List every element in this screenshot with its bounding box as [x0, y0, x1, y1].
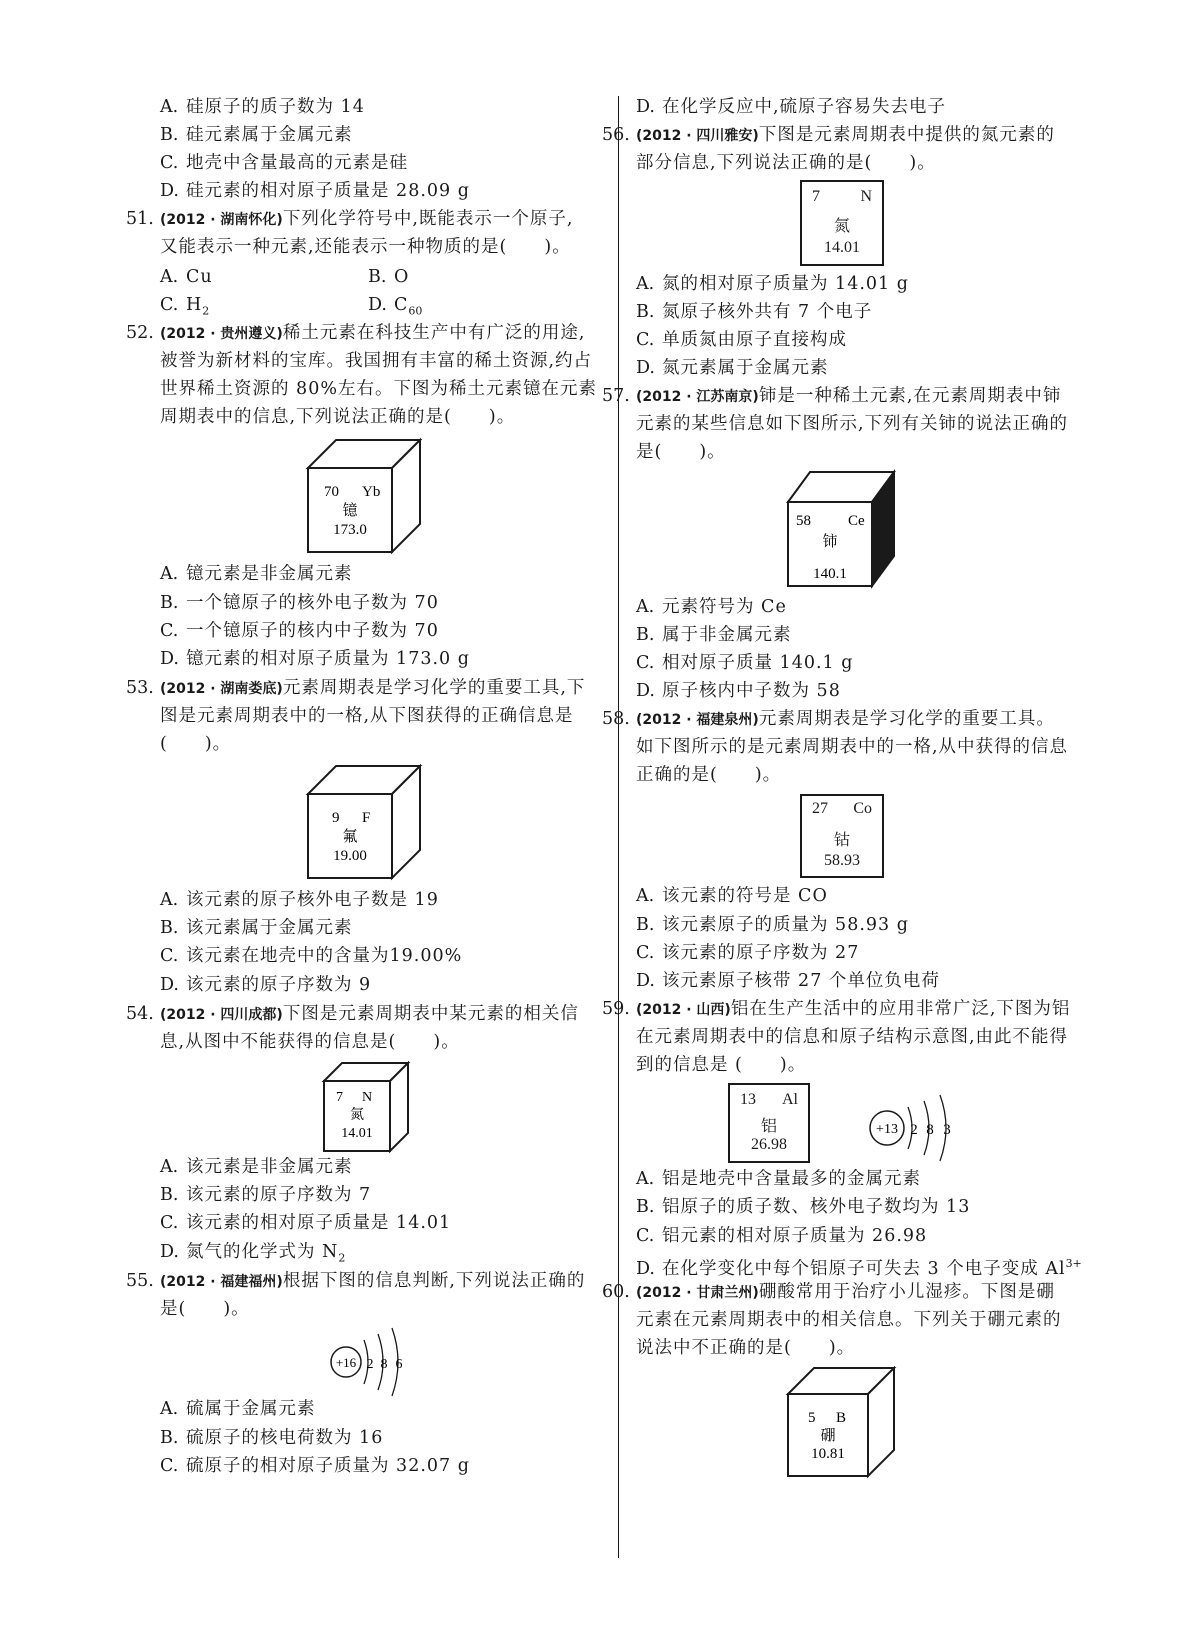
q53-source: (2012 · 湖南娄底)	[160, 681, 283, 697]
option-letter: A.	[160, 97, 179, 117]
option-text: 该元素原子的质量为 58.93 g	[662, 915, 909, 935]
q59-atom-structure-diagram	[868, 1094, 960, 1164]
q52-element-cube	[306, 438, 424, 556]
option-text: 硅元素的相对原子质量是 28.09 g	[186, 181, 470, 201]
option-letter: D.	[368, 295, 387, 315]
element-number: 7	[812, 188, 820, 205]
element-mass: 14.01	[341, 1126, 373, 1141]
q53-number: 53.	[126, 678, 154, 698]
option-text: 硅原子的质子数为 14	[186, 97, 365, 117]
q52-stem-line1	[160, 322, 585, 345]
q53-option-c	[160, 945, 462, 967]
q54-option-a	[160, 1156, 353, 1178]
q53-stem-line2: 图是元素周期表中的一格,从下图获得的正确信息是	[160, 706, 574, 726]
q53-stem-line1	[160, 677, 585, 700]
option-text: 一个镱原子的核外电子数为 70	[186, 593, 439, 613]
shell-electron-count: 2	[366, 1357, 374, 1372]
q57-element-cube	[786, 470, 898, 588]
q58-option-b	[636, 914, 909, 936]
element-name: 钴	[833, 832, 850, 849]
stem-text: 铝在生产生活中的应用非常广泛,下图为铝	[730, 999, 1071, 1019]
q56-stem-line1	[636, 124, 1055, 147]
option-text: Cu	[186, 267, 213, 287]
option-letter: D.	[160, 1242, 179, 1262]
q60-stem-line1	[636, 1281, 1055, 1304]
superscript: 3+	[1065, 1257, 1082, 1270]
option-letter: D.	[636, 358, 655, 378]
option-letter: C.	[160, 1213, 179, 1233]
q54-stem-line1	[160, 1003, 579, 1026]
q52-stem-line2: 被誉为新材料的宝库。我国拥有丰富的稀土资源,约占	[160, 351, 593, 371]
q52-option-d	[160, 648, 470, 670]
q50-option-c	[160, 152, 408, 174]
q59-stem-line2: 在元素周期表中的信息和原子结构示意图,由此不能得	[636, 1027, 1069, 1047]
element-symbol: Ce	[848, 513, 865, 529]
element-number: 13	[740, 1091, 756, 1108]
option-text: 属于非金属元素	[662, 625, 792, 645]
q57-stem-line2: 元素的某些信息如下图所示,下列有关铈的说法正确的	[636, 414, 1069, 434]
element-symbol: N	[362, 1090, 373, 1105]
q50-option-a	[160, 96, 365, 118]
option-letter: C.	[636, 330, 655, 350]
q52-option-b	[160, 592, 439, 614]
option-text: H	[186, 295, 203, 315]
q50-option-d	[160, 180, 470, 202]
stem-text: 元素周期表是学习化学的重要工具。	[758, 709, 1055, 729]
option-letter: B.	[160, 1428, 179, 1448]
option-letter: C.	[160, 153, 179, 173]
element-symbol: F	[362, 810, 371, 826]
stem-text: 元素周期表是学习化学的重要工具,下	[282, 678, 586, 698]
stem-text: 硼酸常用于治疗小儿湿疹。下图是硼	[758, 1282, 1055, 1302]
q59-option-b	[636, 1196, 970, 1218]
option-letter: A.	[636, 886, 655, 906]
option-letter: D.	[636, 681, 655, 701]
option-letter: A.	[160, 890, 179, 910]
option-text: 硫原子的核电荷数为 16	[186, 1428, 384, 1448]
shell-electron-count: 8	[926, 1122, 934, 1138]
q57-stem-line3: 是( )。	[636, 442, 726, 462]
option-text: 在化学变化中每个铝原子可失去 3 个电子变成 Al	[662, 1258, 1066, 1279]
element-name: 镱	[342, 503, 358, 519]
q53-option-d	[160, 974, 371, 996]
element-mass: 10.81	[811, 1446, 845, 1462]
shell-electron-count: 8	[380, 1357, 388, 1372]
nucleus-charge: +16	[335, 1355, 357, 1370]
q55-source: (2012 · 福建福州)	[160, 1274, 283, 1290]
q57-option-d	[636, 680, 841, 702]
q51-source: (2012 · 湖南怀化)	[160, 212, 283, 228]
option-letter: D.	[636, 1258, 655, 1279]
nucleus-charge: +13	[876, 1122, 898, 1137]
element-mass: 26.98	[751, 1136, 787, 1153]
option-text: 地壳中含量最高的元素是硅	[186, 153, 408, 173]
option-text: 元素符号为 Ce	[662, 597, 787, 617]
option-letter: C.	[160, 295, 179, 315]
element-symbol: Al	[782, 1091, 798, 1108]
element-number: 27	[812, 800, 828, 817]
option-text: 镱元素是非金属元素	[186, 564, 353, 584]
option-text: 相对原子质量 140.1 g	[662, 653, 854, 673]
q59-element-card	[728, 1083, 810, 1163]
subscript: 2	[338, 1251, 346, 1265]
q54-element-cube	[322, 1061, 410, 1153]
option-text: 该元素的原子核外电子数是 19	[186, 890, 439, 910]
q59-stem-line3: 到的信息是 ( )。	[636, 1055, 807, 1075]
q51-stem-line1	[160, 208, 573, 231]
option-letter: A.	[160, 1157, 179, 1177]
option-letter: B.	[160, 918, 179, 938]
q54-option-d	[160, 1241, 345, 1270]
q56-element-card	[800, 180, 884, 266]
q57-stem-line1	[636, 385, 1061, 408]
element-header	[802, 800, 882, 818]
q51-stem-line2: 又能表示一种元素,还能表示一种物质的是( )。	[160, 237, 571, 257]
q52-option-a	[160, 563, 353, 585]
q55-stem-line1	[160, 1270, 585, 1293]
element-number: 9	[332, 810, 340, 826]
element-mass: 173.0	[333, 522, 367, 538]
element-symbol: Yb	[362, 484, 381, 500]
subscript: 2	[202, 304, 210, 318]
q58-stem-line3: 正确的是( )。	[636, 765, 782, 785]
option-text: 铝元素的相对原子质量为 26.98	[662, 1226, 928, 1246]
option-letter: C.	[636, 1226, 655, 1246]
q60-stem-line2: 元素在元素周期表中的相关信息。下列关于硼元素的	[636, 1310, 1062, 1330]
q59-option-c	[636, 1225, 927, 1247]
element-symbol: B	[836, 1410, 847, 1426]
q56-source: (2012 · 四川雅安)	[636, 128, 759, 144]
stem-text: 下图是元素周期表中提供的氮元素的	[758, 125, 1055, 145]
q55-option-b	[160, 1427, 383, 1449]
q52-stem-line3: 世界稀土资源的 80%左右。下图为稀土元素镱在元素	[160, 379, 597, 399]
q51-option-c	[160, 294, 209, 323]
q55-number: 55.	[126, 1271, 154, 1291]
shell-electron-count: 2	[910, 1122, 918, 1138]
option-letter: B.	[636, 625, 655, 645]
q57-option-c	[636, 652, 853, 674]
q56-option-a	[636, 273, 909, 295]
element-name: 铈	[822, 534, 838, 550]
q58-stem-line2: 如下图所示的是元素周期表中的一格,从中获得的信息	[636, 737, 1069, 757]
option-letter: C.	[160, 1456, 179, 1476]
element-number: 5	[808, 1410, 816, 1426]
element-name: 铝	[760, 1118, 777, 1135]
element-header	[802, 188, 882, 206]
q60-source: (2012 · 甘肃兰州)	[636, 1285, 759, 1301]
q57-option-b	[636, 624, 792, 646]
element-header	[730, 1091, 808, 1109]
element-number: 58	[796, 513, 811, 529]
element-name: 硼	[820, 1428, 836, 1444]
element-name: 氮	[350, 1108, 364, 1123]
q57-number: 57.	[602, 386, 630, 406]
option-text: 该元素原子核带 27 个单位负电荷	[662, 971, 940, 991]
option-text: 该元素的原子序数为 27	[662, 943, 860, 963]
option-text: 硫原子的相对原子质量为 32.07 g	[186, 1456, 470, 1476]
q50-option-b	[160, 124, 353, 146]
q56-option-d	[636, 357, 829, 379]
q59-option-a	[636, 1168, 921, 1190]
option-letter: C.	[636, 943, 655, 963]
q58-option-a	[636, 885, 828, 907]
option-text: 在化学反应中,硫原子容易失去电子	[662, 97, 947, 117]
q58-number: 58.	[602, 709, 630, 729]
option-letter: C.	[160, 621, 179, 641]
option-text: 氮的相对原子质量为 14.01 g	[662, 274, 909, 294]
q60-element-cube	[786, 1366, 898, 1478]
q55-option-c	[160, 1455, 470, 1477]
q52-stem-line4: 周期表中的信息,下列说法正确的是( )。	[160, 407, 516, 427]
element-mass: 14.01	[824, 239, 860, 256]
q56-number: 56.	[602, 125, 630, 145]
element-mass: 140.1	[813, 566, 847, 582]
option-letter: B.	[636, 915, 655, 935]
option-text: 原子核内中子数为 58	[662, 681, 841, 701]
element-mass: 58.93	[824, 852, 860, 869]
option-letter: A.	[636, 274, 655, 294]
element-name: 氟	[342, 829, 358, 845]
q53-option-a	[160, 889, 439, 911]
q59-number: 59.	[602, 999, 630, 1019]
q55-stem-line2: 是( )。	[160, 1299, 250, 1319]
option-letter: D.	[160, 649, 179, 669]
option-text: 单质氮由原子直接构成	[662, 330, 847, 350]
q51-option-d	[368, 294, 422, 323]
option-text: 该元素属于金属元素	[186, 918, 353, 938]
option-letter: D.	[160, 181, 179, 201]
option-letter: A.	[160, 1399, 179, 1419]
q52-number: 52.	[126, 323, 154, 343]
shell-electron-count: 3	[943, 1122, 951, 1138]
stem-text: 下列化学符号中,既能表示一个原子,	[282, 209, 574, 229]
element-mass: 19.00	[333, 848, 367, 864]
option-text: 镱元素的相对原子质量为 173.0 g	[186, 649, 470, 669]
q60-stem-line3: 说法中不正确的是( )。	[636, 1338, 856, 1358]
q54-number: 54.	[126, 1004, 154, 1024]
stem-text: 下图是元素周期表中某元素的相关信	[282, 1004, 579, 1024]
q55-option-a	[160, 1398, 316, 1420]
q54-option-c	[160, 1212, 451, 1234]
option-text: 一个镱原子的核内中子数为 70	[186, 621, 439, 641]
option-text: 该元素的原子序数为 9	[186, 975, 372, 995]
option-text: 氮元素属于金属元素	[662, 358, 829, 378]
q56-option-b	[636, 301, 872, 323]
element-number: 70	[324, 484, 339, 500]
option-text: 硅元素属于金属元素	[186, 125, 353, 145]
option-letter: B.	[160, 1185, 179, 1205]
option-letter: A.	[636, 1169, 655, 1189]
option-text: 该元素的符号是 CO	[662, 886, 828, 906]
stem-text: 根据下图的信息判断,下列说法正确的	[282, 1271, 586, 1291]
q56-stem-line2: 部分信息,下列说法正确的是( )。	[636, 153, 936, 173]
option-letter: D.	[636, 971, 655, 991]
element-number: 7	[336, 1090, 343, 1105]
q58-option-c	[636, 942, 859, 964]
q60-number: 60.	[602, 1282, 630, 1302]
option-letter: B.	[160, 593, 179, 613]
q58-option-d	[636, 970, 940, 992]
option-text: 硫属于金属元素	[186, 1399, 316, 1419]
q59-stem-line1	[636, 998, 1070, 1021]
option-text: C	[394, 295, 409, 315]
q52-source: (2012 · 贵州遵义)	[160, 326, 283, 342]
q56-option-c	[636, 329, 847, 351]
q51-option-a	[160, 266, 213, 288]
option-text: 氮原子核外共有 7 个电子	[662, 302, 873, 322]
option-text: O	[394, 267, 410, 287]
stem-text: 稀土元素在科技生产中有广泛的用途,	[282, 323, 586, 343]
element-name: 氮	[833, 218, 850, 235]
element-symbol: N	[860, 188, 872, 205]
option-letter: B.	[636, 1197, 655, 1217]
subscript: 60	[408, 304, 423, 318]
q59-option-d	[636, 1253, 1082, 1280]
q54-stem-line2: 息,从图中不能获得的信息是( )。	[160, 1032, 460, 1052]
q55-option-d	[636, 96, 946, 118]
q58-source: (2012 · 福建泉州)	[636, 712, 759, 728]
q51-number: 51.	[126, 209, 154, 229]
q53-stem-line3: ( )。	[160, 734, 232, 754]
element-symbol: Co	[853, 800, 872, 817]
q54-option-b	[160, 1184, 371, 1206]
option-letter: A.	[636, 597, 655, 617]
q51-option-b	[368, 266, 409, 288]
q57-source: (2012 · 江苏南京)	[636, 389, 759, 405]
option-letter: A.	[160, 564, 179, 584]
option-letter: B.	[160, 125, 179, 145]
option-text: 铝是地壳中含量最多的金属元素	[662, 1169, 921, 1189]
q59-source: (2012 · 山西)	[636, 1002, 731, 1018]
option-letter: C.	[160, 946, 179, 966]
option-text: 该元素的原子序数为 7	[186, 1185, 372, 1205]
q53-element-cube	[306, 764, 424, 882]
q57-option-a	[636, 596, 787, 618]
option-letter: D.	[160, 975, 179, 995]
option-text: 该元素在地壳中的含量为19.00%	[186, 946, 463, 966]
stem-text: 铈是一种稀土元素,在元素周期表中铈	[758, 386, 1062, 406]
option-text: 该元素的相对原子质量是 14.01	[186, 1213, 452, 1233]
column-divider	[618, 96, 619, 1558]
option-letter: A.	[160, 267, 179, 287]
shell-electron-count: 6	[395, 1357, 403, 1372]
q58-stem-line1	[636, 708, 1055, 731]
option-letter: B.	[368, 267, 387, 287]
q54-source: (2012 · 四川成都)	[160, 1007, 283, 1023]
q52-option-c	[160, 620, 439, 642]
option-text: 该元素是非金属元素	[186, 1157, 353, 1177]
q58-element-card	[800, 794, 884, 878]
option-text: 铝原子的质子数、核外电子数均为 13	[662, 1197, 971, 1217]
option-letter: C.	[636, 653, 655, 673]
q55-atom-structure-diagram	[328, 1326, 414, 1398]
option-letter: D.	[636, 97, 655, 117]
option-letter: B.	[636, 302, 655, 322]
option-text: 氮气的化学式为 N	[186, 1242, 339, 1262]
q53-option-b	[160, 917, 353, 939]
